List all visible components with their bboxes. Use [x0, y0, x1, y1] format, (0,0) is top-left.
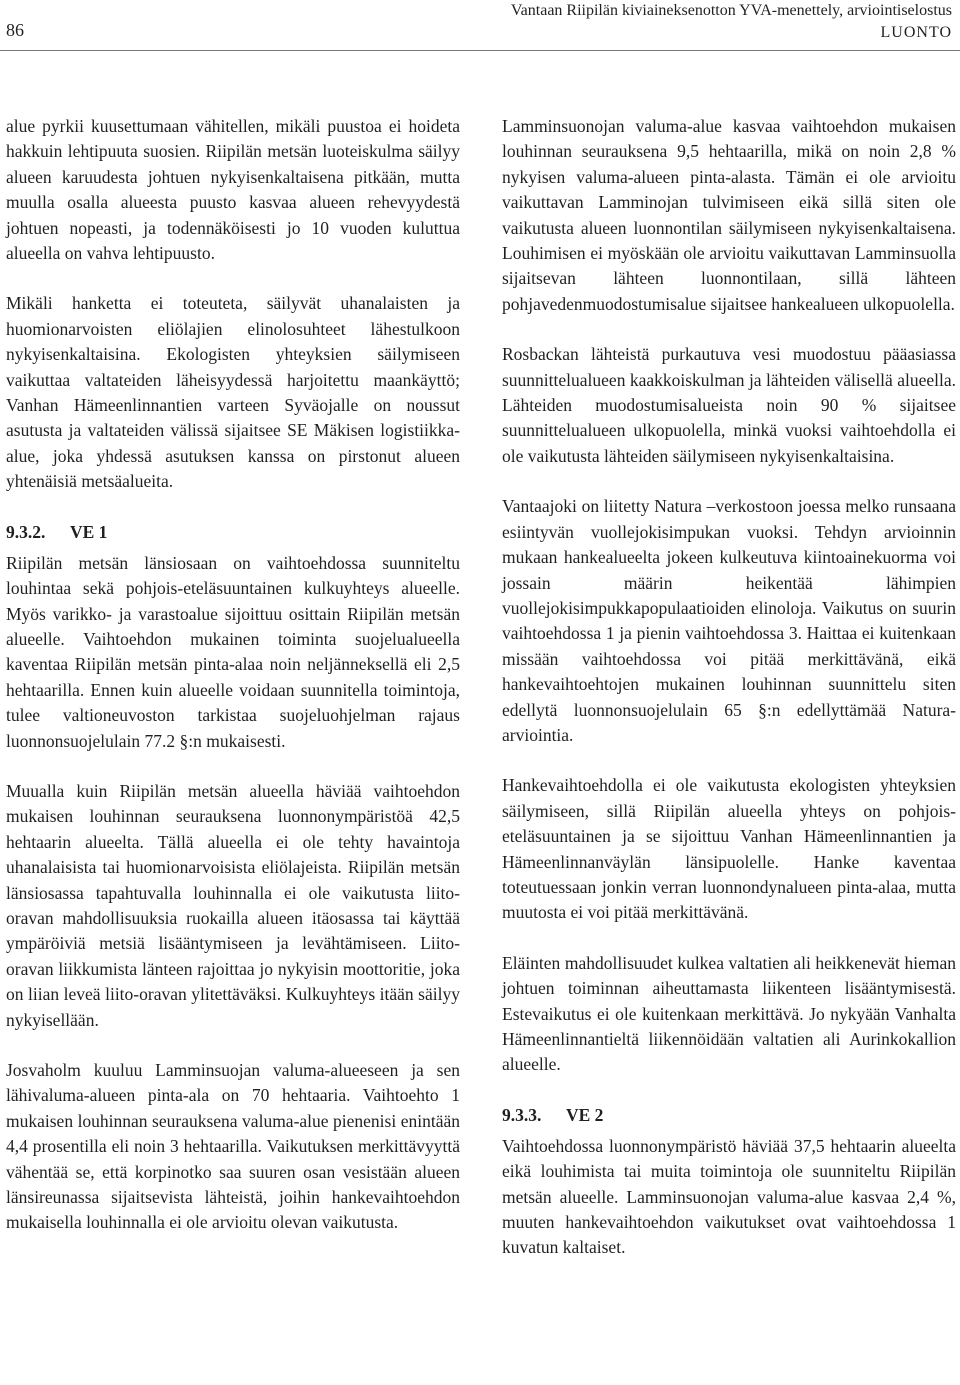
header-rule: [0, 50, 960, 51]
paragraph: Eläinten mahdollisuudet kulkea valtatien ali heikkenevät hieman johtuen toiminnan aiheuttamasta liikenteen lisääntymisestä. Estevaikutus ei ole kuitenkaan merkittävä. Jo nykyään Vanhalta Hämeenlinnantieltä liikennöidään valtatien ali Aurinkokallion alueelle.: [502, 952, 956, 1075]
paragraph: Muualla kuin Riipilän metsän alueella häviää vaihtoehdon mukaisen louhinnan seurauksena luonnonympäristöä 42,5 hehtaarin alueelta. Tällä alueella ei ole tehty havaintoja uhanalaisista tai huomionarvoisista eliölajeista. Riipilän metsän länsiosassa tapahtuvalla louhinnalla ei ole vaikutusta liito-oravan mahdollisuuksia ruokailla alueen itäosassa tai käyttää ympäröiviä metsiä lisääntymiseen ja levähtämiseen. Liito-oravan liikkumista länteen rajoittaa jo nykyisin moottoritie, joka on liian leveä liito-oravan ylitettäväksi. Kulkuyhteys itään säilyy nykyisellään.: [6, 780, 460, 1030]
heading-title: VE 2: [566, 1104, 604, 1125]
paragraph: Rosbackan lähteistä purkautuva vesi muodostuu pääasiassa suunnittelualueen kaakkoiskulman ja lähteiden välisellä alueella. Lähteiden muodostumisalueista noin 90 % sijaitsee suunnittelualueen ulkopuolella, minkä vuoksi vaihtoehdolla ei ole vaikutusta lähteiden säilymiseen nykyisenkaltaisina.: [502, 344, 956, 466]
paragraph: Vaihtoehdossa luonnonympäristö häviää 37,5 hehtaarin alueelta eikä louhimista tai muita toimintoja ole suunniteltu Riipilän metsän alueelle. Lamminsuonojan valuma-alue kasvaa 2,4 %, muuten hankevaihtoehdon vaikutukset ovat vaihtoehdossa 1 kuvatun kaltaiset.: [502, 1135, 956, 1258]
section-heading-9-3-2: [6, 520, 460, 545]
running-header: [511, 0, 952, 44]
paragraph: Josvaholm kuuluu Lamminsuojan valuma-alueeseen ja sen lähivaluma-alueen pinta-ala on 70 hehtaaria. Vaihtoehto 1 mukaisen louhinnan seurauksena valuma-alue pienenisi enintään 4,4 prosentilla eli noin 3 hehtaarilla. Vaikutuksen merkittävyyttä vähentää se, että korpinotko saa suuren osan vesistään alueen länsireunassa sijaitsevista lähteistä, joihin hankevaihtoehdon mukaisella louhinnalla ei ole arvioitu olevan vaikutusta.: [6, 1060, 460, 1233]
paragraph: Riipilän metsän länsiosaan on vaihtoehdossa suunniteltu louhintaa sekä pohjois-eteläsuuntainen kulkuyhteys alueelle. Myös varikko- ja varastoalue sijoittuu osittain Riipilän metsän alueelle. Vaihtoehdon mukainen toiminta suojelualueella kaventaa Riipilän metsän pinta-alaa noin neljänneksellä eli 2,5 hehtaarilla. Ennen kuin alueelle voidaan suunnitella toimintoja, tulee valtioneuvoston tarkistaa suojeluohjelman rajaus luonnonsuojelulain 77.2 §:n mukaisesti.: [6, 552, 460, 751]
page-number: 86: [6, 20, 24, 40]
section-heading-9-3-3: [502, 1103, 956, 1128]
heading-title: VE 1: [70, 521, 108, 542]
left-column: [6, 114, 460, 1261]
right-column: [502, 114, 956, 1286]
heading-number: 9.3.2.: [6, 521, 46, 542]
section-label: LUONTO: [880, 24, 952, 41]
paragraph: alue pyrkii kuusettumaan vähitellen, mikäli puustoa ei hoideta hakkuin lehtipuuta suosien. Riipilän metsän luoteiskulma säilyy alueen karuudesta johtuen nykyisenkaltaisena pitkään, mutta muulla osalla alueesta puusto kasvaa alueen rehevyydestä johtuen nopeasti, ja todennäköisesti jo 10 vuoden kuluttua alueella on vahva lehtipuusto.: [6, 116, 460, 264]
paragraph: Hankevaihtoehdolla ei ole vaikutusta ekologisten yhteyksien säilymiseen, sillä Riipilän alueella yhteys on pohjois-eteläsuuntainen ja se sijoittuu Vanhan Hämeenlinnantien ja Hämeenlinnanväylän länsipuolelle. Hanke kaventaa toteutuessaan jonkin verran luonnondynalueen pinta-alaa, mutta muutosta ei voi pitää merkittävänä.: [502, 775, 956, 923]
paragraph: Mikäli hanketta ei toteuteta, säilyvät uhanalaisten ja huomionarvoisten eliölajien elinolosuhteet lähestulkoon nykyisenkaltaisina. Ekologisten yhteyksien säilymiseen vaikuttaa valtateiden läheisyydessä harjoitettu maankäyttö; Vanhan Hämeenlinnantien varteen Syväojalle on noussut asutusta ja valtateiden välissä sijaitsee SE Mäkisen logistiikka-alue, joka yhdessä asutuksen kanssa on pirstonut alueen yhtenäisiä metsäalueita.: [6, 293, 460, 492]
paragraph: Vantaajoki on liitetty Natura –verkostoon joessa melko runsaana esiintyvän vuollejokisimpukan vuoksi. Tehdyn arvioinnin mukaan hankealueelta jokeen kulkeutuva kiintoainekuorma voi jossain määrin heikentää lähimpien vuollejokisimpukkapopulaatioiden elinoloja. Vaikutus on suurin vaihtoehdossa 1 ja pienin vaihtoehdossa 3. Haittaa ei kuitenkaan missään vaihtoehdossa voi pitää merkittävänä, eikä hankevaihtoehtojen mukainen louhinnan suunnittelu siten edellytä luonnonsuojelulain 65 §:n edellyttämää Natura-arviointia.: [502, 496, 956, 745]
heading-number: 9.3.3.: [502, 1104, 542, 1125]
document-title: Vantaan Riipilän kiviaineksenotton YVA-menettely, arviointiselostus: [510, 2, 952, 19]
paragraph: Lamminsuonojan valuma-alue kasvaa vaihtoehdon mukaisen louhinnan seurauksena 9,5 hehtaarilla, mikä on noin 2,8 % nykyisen valuma-alueen pinta-alasta. Tämän ei ole arvioitu vaikuttavan Lamminojan tulvimiseen eikä sillä siten ole vaikutusta alueen luonnontilan säilymiseen nykyisenkaltaisena. Louhimisen ei myöskään ole arvioitu vaikuttavan Lamminsuolla sijaitsevan lähteen luonnontilaan, sillä lähteen pohjavedenmuodostumisalue sijaitsee hankealueen ulkopuolella.: [502, 116, 956, 314]
